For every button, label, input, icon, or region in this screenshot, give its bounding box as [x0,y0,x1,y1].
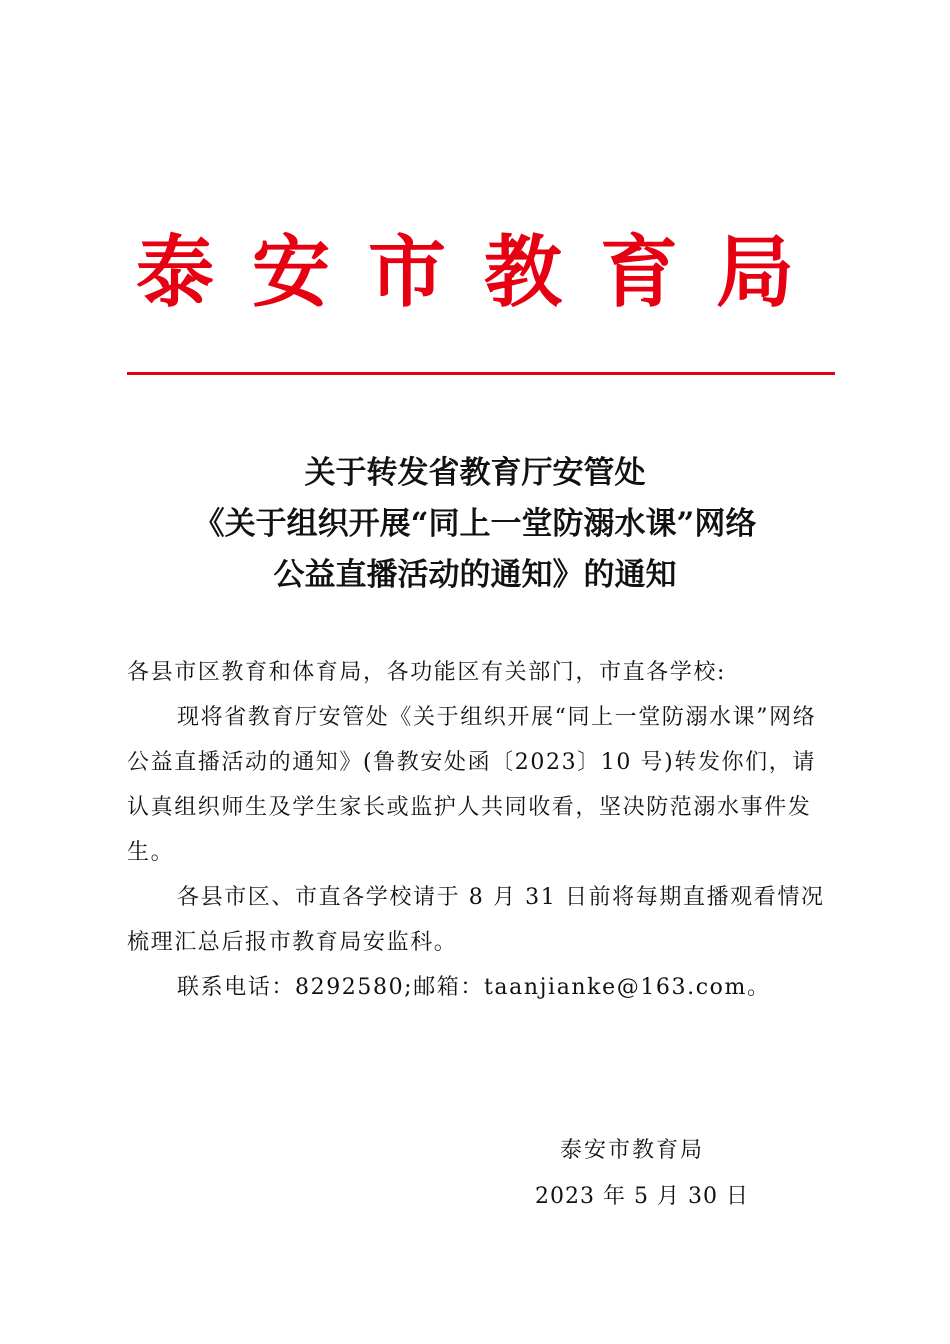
document-title [60,448,890,601]
body-paragraph-deadline: 各县市区、市直各学校请于 8 月 31 日前将每期直播观看情况梳理汇总后报市教育局安监科。 [127,885,825,955]
title-line-3: 公益直播活动的通知》的通知 [273,557,677,593]
title-line-2: 《关于组织开展“同上一堂防溺水课”网络 [193,506,757,542]
document-body [127,650,827,1010]
title-line-1: 关于转发省教育厅安管处 [304,455,646,491]
signature-date: 2023 年 5 月 30 日 [535,1184,749,1209]
body-paragraph-contact: 联系电话：8292580;邮箱：taanjianke@163.com。 [177,975,771,1000]
body-paragraph-forward: 现将省教育厅安管处《关于组织开展“同上一堂防溺水课”网络公益直播活动的通知》(鲁教安处函〔2023〕10 号)转发你们，请认真组织师生及学生家长或监护人共同收看，坚决防范溺水事件发生。 [127,705,817,865]
salutation: 各县市区教育和体育局，各功能区有关部门，市直各学校: [127,660,727,685]
signature-org: 泰安市教育局 [560,1138,705,1163]
letterhead-red-rule [127,372,835,375]
letterhead-org-name: 泰安市教育局 [135,227,832,318]
